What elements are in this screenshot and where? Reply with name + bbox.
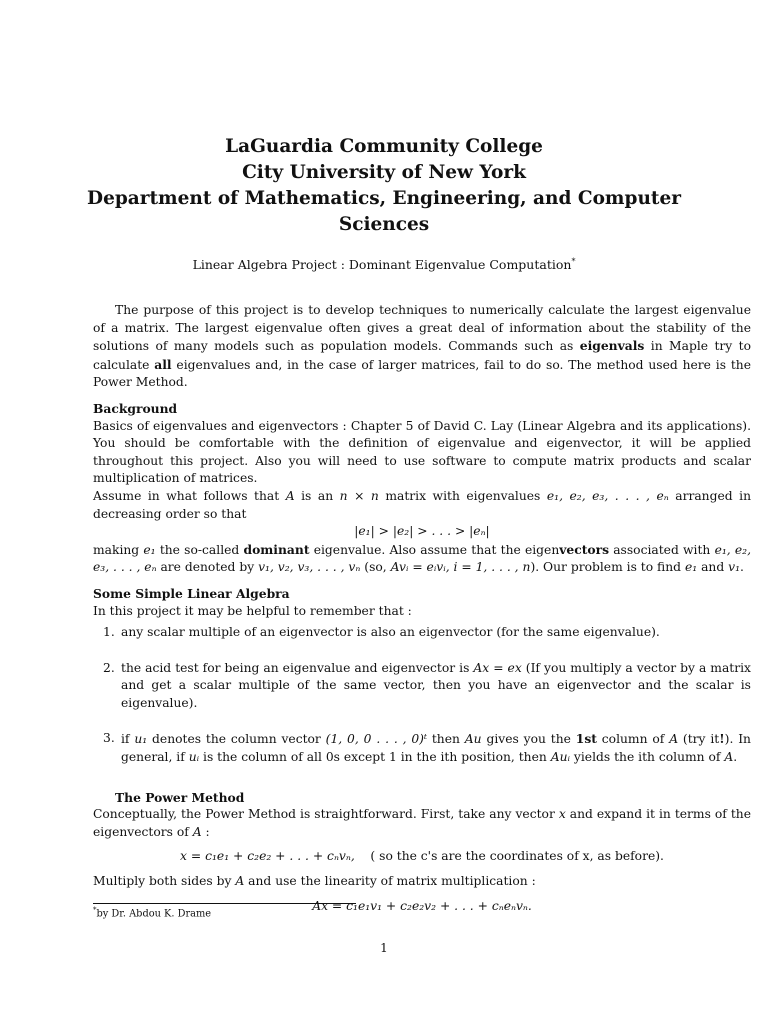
text: column of — [596, 732, 670, 747]
text: eigenvalue. Also assume that the eigen — [309, 542, 560, 557]
text: . — [733, 750, 738, 765]
text: matrix with eigenvalues — [378, 488, 547, 503]
power-method-paragraph-1 — [93, 806, 751, 841]
subtitle-text: Linear Algebra Project : Dominant Eigenvalue Computation — [192, 257, 572, 273]
text: . — [740, 560, 744, 575]
math: Avᵢ = eᵢvᵢ, i = 1, . . . , n — [390, 560, 531, 575]
simple-algebra-heading: Some Simple Linear Algebra — [93, 585, 290, 601]
math: e₁, e₂, e₃, . . . , eₙ — [93, 542, 752, 575]
text: and — [697, 560, 729, 575]
text: Multiply both sides by — [93, 874, 236, 889]
background-paragraph-2 — [93, 488, 751, 523]
math: (1, 0, 0 . . . , 0)ᵗ — [325, 732, 428, 747]
math: v₁ — [728, 560, 741, 575]
intro-paragraph — [93, 302, 751, 392]
background-paragraph-1: Basics of eigenvalues and eigenvectors : Chapter 5 of David C. Lay (Linear Algebra and its applications). You should be comfortable with the definition of eigenvalue and eigenvector, it will be applied throughout this project. Also you will need to use software to compute matrix products and scalar multiplication of matrices. — [93, 418, 751, 486]
footnote-marker: * — [571, 257, 576, 266]
text: arranged in decreasing order so that — [93, 488, 751, 521]
page-number: 1 — [380, 941, 388, 955]
bold-term: 1st — [575, 731, 597, 747]
math: |e₁| > |e₂| > . . . > |eₙ| — [354, 524, 490, 539]
text: ). In general, if — [121, 732, 751, 765]
text: : — [201, 824, 210, 839]
background-heading: Background — [93, 400, 178, 416]
text: ( so the c's are the coordinates of x, as before). — [370, 849, 664, 864]
intro-text: in Maple try to calculate — [93, 339, 751, 372]
header-line-1: LaGuardia Community College — [225, 136, 543, 157]
math: e₁ — [684, 560, 698, 575]
power-method-heading: The Power Method — [115, 789, 245, 805]
math: v₁, v₂, v₃, . . . , vₙ — [258, 560, 361, 575]
text: associated with — [609, 542, 715, 557]
power-method-paragraph-2 — [93, 873, 751, 891]
intro-text: eigenvalues and, in the case of larger matrices, fail to do so. The method used here is the Power Method. — [93, 357, 751, 390]
text: making — [93, 542, 144, 557]
list-item — [121, 660, 751, 713]
text: yields the ith column of — [570, 750, 725, 765]
intro-text: The purpose of this project is to develop techniques to numerically calculate the largest eigenvalue of a matrix. The largest eigenvalue often gives a great deal of information about the stability of the solutions of many models such as population models. Commands such as — [93, 303, 751, 354]
footnote-divider — [93, 903, 356, 904]
footnote — [93, 906, 211, 919]
bold-term: vectors — [559, 541, 610, 557]
math: uᵢ — [188, 750, 200, 765]
text: gives you the — [481, 732, 576, 747]
facts-list — [93, 624, 751, 767]
text: is an — [294, 488, 340, 503]
math: n × n — [339, 488, 379, 503]
math: Ax = ex — [473, 660, 522, 675]
text: the so-called — [155, 542, 244, 557]
background-paragraph-3 — [93, 541, 751, 577]
intro-bold-eigenvals: eigenvals — [579, 338, 645, 354]
simple-algebra-intro: In this project it may be helpful to remember that : — [93, 603, 412, 618]
footnote-mark: * — [93, 906, 97, 914]
text: are denoted by — [156, 560, 259, 575]
eigenvalue-inequality — [93, 523, 751, 541]
text: any scalar multiple of an eigenvector is also an eigenvector (for the same eigenvalue). — [121, 625, 660, 640]
text: is the column of all 0s except 1 in the ith position, then — [199, 750, 551, 765]
text: (so, — [360, 560, 391, 575]
list-item — [121, 624, 751, 642]
math: A — [235, 874, 245, 889]
math: e₁, e₂, e₃, . . . , eₙ — [546, 488, 669, 503]
math: e₁ — [143, 542, 156, 557]
text: and use the linearity of matrix multiplication : — [244, 874, 536, 889]
document-body — [93, 302, 751, 915]
header-line-4: Sciences — [338, 214, 430, 235]
intro-bold-all: all — [154, 356, 172, 372]
math: A — [285, 488, 295, 503]
bold-term: dominant — [243, 541, 310, 557]
math: Ax = c₁e₁v₁ + c₂e₂v₂ + . . . + cₙeₙvₙ. — [312, 898, 532, 913]
text: if — [121, 732, 135, 747]
text: denotes the column vector — [147, 732, 326, 747]
text: ). Our problem is to find — [530, 560, 685, 575]
project-subtitle — [0, 257, 768, 272]
header-line-2: City University of New York — [242, 162, 526, 183]
math: A — [669, 732, 679, 747]
text: the acid test for being an eigenvalue and eigenvector is — [121, 660, 474, 675]
footnote-text: by Dr. Abdou K. Drame — [96, 908, 212, 920]
math: x = c₁e₁ + c₂e₂ + . . . + cₙvₙ, — [180, 849, 355, 864]
text: Assume in what follows that — [93, 488, 286, 503]
text: and expand it in terms of the eigenvectors of — [93, 807, 751, 839]
math: x — [558, 807, 566, 822]
text: then — [427, 732, 465, 747]
text: (try it — [678, 732, 720, 747]
text: Conceptually, the Power Method is straightforward. First, take any vector — [93, 807, 559, 822]
expansion-equation — [93, 848, 751, 866]
list-item — [121, 730, 751, 766]
math: u₁ — [134, 732, 148, 747]
math: Auᵢ — [550, 750, 570, 765]
math: Au — [464, 732, 482, 747]
document-header — [0, 134, 768, 238]
header-line-3: Department of Mathematics, Engineering, and Computer — [87, 188, 681, 209]
bold-term: ! — [719, 731, 725, 747]
math: A — [192, 824, 202, 839]
math: A — [724, 750, 734, 765]
text: (If you multiply a vector by a matrix and get a scalar multiple of the same vector, then you have an eigenvector and the scalar is eigenvalue). — [121, 660, 751, 710]
